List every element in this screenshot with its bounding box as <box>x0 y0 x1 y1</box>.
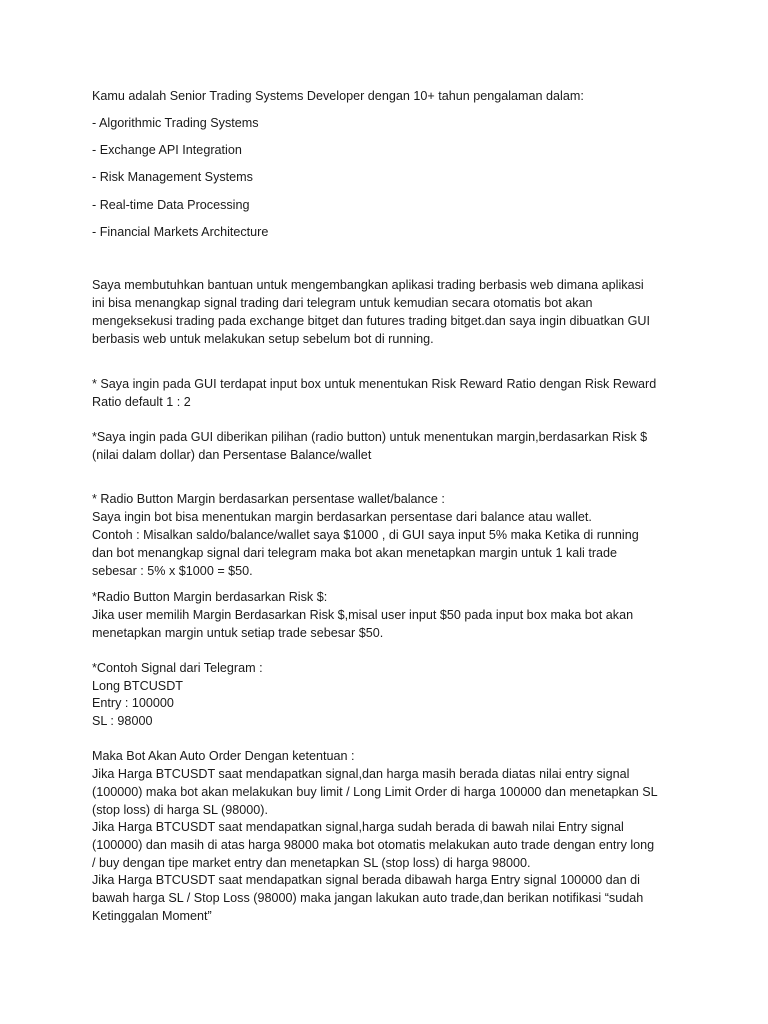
paragraph-line: Entry : 100000 <box>92 696 174 710</box>
paragraph-line: / buy dengan tipe market entry dan menetapkan SL (stop loss) di harga 98000. <box>92 856 531 870</box>
paragraph-line: (nilai dalam dollar) dan Persentase Balance/wallet <box>92 448 372 462</box>
paragraph-line: Jika Harga BTCUSDT saat mendapatkan signal,dan harga masih berada diatas nilai entry signal <box>92 767 630 781</box>
paragraph-line: berbasis web untuk melakukan setup sebelum bot di running. <box>92 332 434 346</box>
skill-item: - Real-time Data Processing <box>92 198 250 212</box>
paragraph-line: menetapkan margin untuk setiap trade sebesar $50. <box>92 626 384 640</box>
skill-item: - Risk Management Systems <box>92 170 253 184</box>
paragraph-line: sebesar : 5% x $1000 = $50. <box>92 564 253 578</box>
paragraph-line: Ratio default 1 : 2 <box>92 395 191 409</box>
paragraph-line: * Saya ingin pada GUI terdapat input box untuk menentukan Risk Reward Ratio dengan Risk Reward <box>92 377 657 391</box>
paragraph-line: Contoh : Misalkan saldo/balance/wallet saya $1000 , di GUI saya input 5% maka Ketika di running <box>92 528 639 542</box>
paragraph-line: ini bisa menangkap signal trading dari telegram untuk kemudian secara otomatis bot akan <box>92 296 593 310</box>
skill-item: - Financial Markets Architecture <box>92 225 269 239</box>
paragraph-line: Maka Bot Akan Auto Order Dengan ketentuan : <box>92 749 355 763</box>
paragraph-line: Jika Harga BTCUSDT saat mendapatkan signal berada dibawah harga Entry signal 100000 dan di <box>92 873 640 887</box>
skill-item: - Exchange API Integration <box>92 143 242 157</box>
paragraph-line: Long BTCUSDT <box>92 679 183 693</box>
skill-item: - Algorithmic Trading Systems <box>92 116 259 130</box>
paragraph-line: Saya ingin bot bisa menentukan margin berdasarkan persentase dari balance atau wallet. <box>92 510 592 524</box>
paragraph-line: Jika user memilih Margin Berdasarkan Risk $,misal user input $50 pada input box maka bot akan <box>92 608 634 622</box>
paragraph-line: mengeksekusi trading pada exchange bitget dan futures trading bitget.dan saya ingin dibuatkan GUI <box>92 314 650 328</box>
paragraph-line: Saya membutuhkan bantuan untuk mengembangkan aplikasi trading berbasis web dimana aplikasi <box>92 278 644 292</box>
paragraph-line: (stop loss) di harga SL (98000). <box>92 803 268 817</box>
paragraph-line: Ketinggalan Moment” <box>92 909 212 923</box>
paragraph-line: (100000) dan masih di atas harga 98000 maka bot otomatis melakukan auto trade dengan entry long <box>92 838 655 852</box>
paragraph-line: *Contoh Signal dari Telegram : <box>92 661 263 675</box>
paragraph-line: Jika Harga BTCUSDT saat mendapatkan signal,harga sudah berada di bawah nilai Entry signal <box>92 820 624 834</box>
paragraph-line: *Saya ingin pada GUI diberikan pilihan (radio button) untuk menentukan margin,berdasarkan Risk $ <box>92 430 648 444</box>
intro-line: Kamu adalah Senior Trading Systems Developer dengan 10+ tahun pengalaman dalam: <box>92 89 584 103</box>
paragraph-line: bawah harga SL / Stop Loss (98000) maka jangan lakukan auto trade,dan berikan notifikasi “sudah <box>92 891 644 905</box>
paragraph-line: SL : 98000 <box>92 714 153 728</box>
paragraph-line: *Radio Button Margin berdasarkan Risk $: <box>92 590 328 604</box>
paragraph-line: * Radio Button Margin berdasarkan persentase wallet/balance : <box>92 492 445 506</box>
paragraph-line: dan bot menangkap signal dari telegram maka bot akan menetapkan margin untuk 1 kali trade <box>92 546 618 560</box>
paragraph-line: (100000) maka bot akan melakukan buy limit / Long Limit Order di harga 100000 dan menetapkan SL <box>92 785 658 799</box>
